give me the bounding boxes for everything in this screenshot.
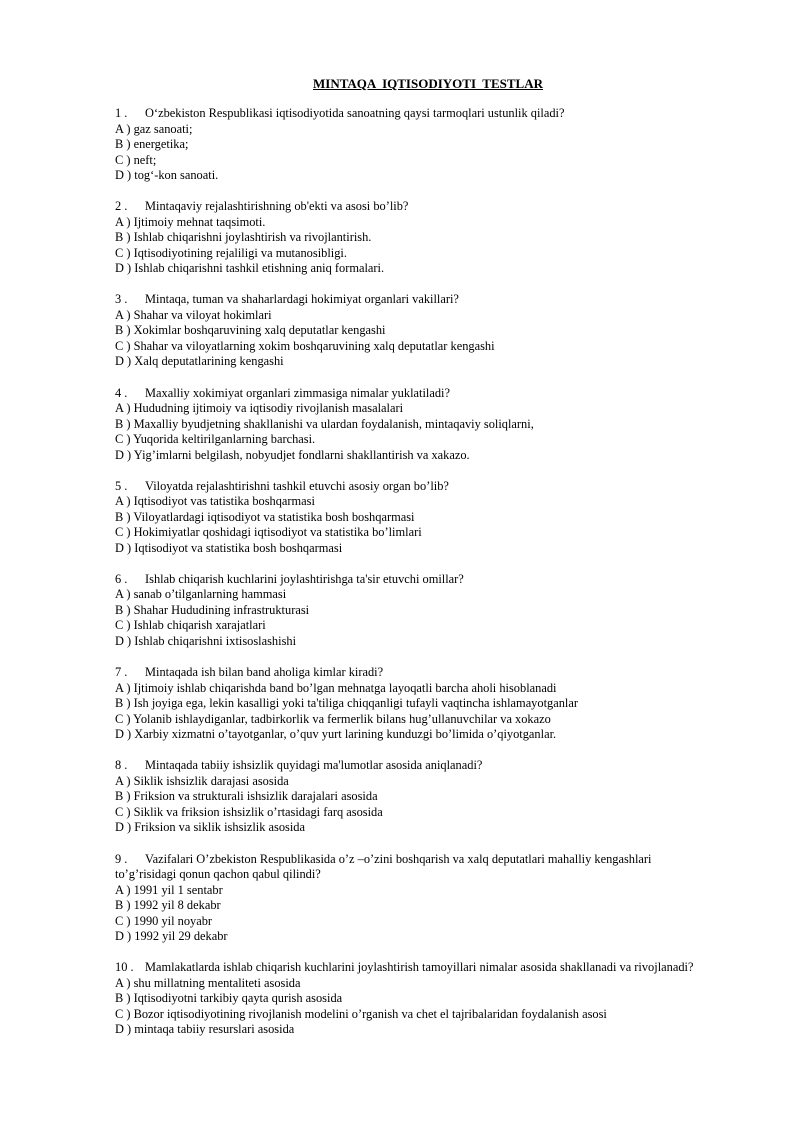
question-prompt: Maxalliy xokimiyat organlari zimmasiga nimalar yuklatiladi? xyxy=(145,385,450,400)
question-6 xyxy=(115,572,715,650)
option-c: C ) Yuqorida keltirilganlarning barchasi. xyxy=(115,432,316,447)
option-c: C ) Iqtisodiyotining rejaliligi va mutanosibligi. xyxy=(115,245,347,260)
document-page xyxy=(115,76,715,1053)
question-text xyxy=(115,479,715,495)
question-text xyxy=(115,665,715,681)
option-c: C ) Siklik va friksion ishsizlik o’rtasidagi farq asosida xyxy=(115,804,383,819)
question-number: 5 . xyxy=(115,478,128,493)
option-d: D ) Xarbiy xizmatni o’tayotganlar, o’quv yurt larining kunduzgi bo’limida o’qiyotganlar. xyxy=(115,727,557,742)
question-4 xyxy=(115,386,715,464)
question-prompt: Viloyatda rejalashtirishni tashkil etuvchi asosiy organ bo’lib? xyxy=(145,478,449,493)
question-number: 9 . xyxy=(115,851,128,866)
question-8 xyxy=(115,758,715,836)
option-c: C ) Ishlab chiqarish xarajatlari xyxy=(115,618,266,633)
option-c: C ) 1990 yil noyabr xyxy=(115,913,213,928)
option-c: C ) Bozor iqtisodiyotining rivojlanish modelini o’rganish va chet el tajribalaridan foydalanish asosi xyxy=(115,1006,607,1021)
question-text xyxy=(115,199,715,215)
question-number: 8 . xyxy=(115,758,128,773)
question-number: 7 . xyxy=(115,665,128,680)
question-prompt: Mamlakatlarda ishlab chiqarish kuchlarini joylashtirish tamoyillari nimalar asosida shakllanadi va rivojlanadi? xyxy=(145,960,694,975)
option-a: A ) Iqtisodiyot vas tatistika boshqarmasi xyxy=(115,494,315,509)
question-prompt: O‘zbekiston Respublikasi iqtisodiyotida sanoatning qaysi tarmoqlari ustunlik qiladi? xyxy=(145,106,565,120)
option-b: B ) Friksion va strukturali ishsizlik darajalari asosida xyxy=(115,789,378,804)
option-a: A ) Ijtimoiy mehnat taqsimoti. xyxy=(115,214,266,229)
question-number: 10 . xyxy=(115,960,134,975)
question-9 xyxy=(115,852,715,945)
question-prompt: Mintaqa, tuman va shaharlardagi hokimiyat organlari vakillari? xyxy=(145,292,459,307)
option-d: D ) Friksion va siklik ishsizlik asosida xyxy=(115,820,305,835)
option-a: A ) Siklik ishsizlik darajasi asosida xyxy=(115,773,289,788)
document-title: MINTAQA IQTISODIYOTI TESTLAR xyxy=(313,76,543,91)
option-a: A ) Ijtimoiy ishlab chiqarishda band bo’lgan mehnatga layoqatli barcha aholi hisoblanadi xyxy=(115,680,557,695)
question-text xyxy=(115,386,715,402)
option-a: A ) shu millatning mentaliteti asosida xyxy=(115,975,301,990)
question-1 xyxy=(115,106,715,184)
question-2 xyxy=(115,199,715,277)
option-b: B ) Shahar Hududining infrastrukturasi xyxy=(115,602,310,617)
option-b: B ) Xokimlar boshqaruvining xalq deputatlar kengashi xyxy=(115,323,386,338)
question-7 xyxy=(115,665,715,743)
question-text xyxy=(115,572,715,588)
question-number: 3 . xyxy=(115,292,128,307)
question-5 xyxy=(115,479,715,557)
option-c: C ) Shahar va viloyatlarning xokim boshqaruvining xalq deputatlar kengashi xyxy=(115,338,495,353)
question-prompt: Mintaqada tabiiy ishsizlik quyidagi ma'lumotlar asosida aniqlanadi? xyxy=(145,758,483,773)
option-b: B ) Ishlab chiqarishni joylashtirish va rivojlantirish. xyxy=(115,230,372,245)
option-d: D ) tog‘-kon sanoati. xyxy=(115,168,219,182)
option-a: A ) Hududning ijtimoiy va iqtisodiy rivojlanish masalalari xyxy=(115,401,404,416)
question-prompt: Mintaqada ish bilan band aholiga kimlar kiradi? xyxy=(145,665,384,680)
option-d: D ) Xalq deputatlarining kengashi xyxy=(115,354,284,369)
option-b: B ) Ish joyiga ega, lekin kasalligi yoki ta'tiliga chiqqanligi tufayli vaqtincha ishlamayotganlar xyxy=(115,696,578,711)
option-b: B ) 1992 yil 8 dekabr xyxy=(115,898,221,912)
question-text xyxy=(115,292,715,308)
option-d: D ) Ishlab chiqarishni tashkil etishning aniq formalari. xyxy=(115,261,385,276)
question-text xyxy=(115,960,715,976)
option-c: C ) neft; xyxy=(115,152,157,167)
question-number: 6 . xyxy=(115,571,128,586)
question-3 xyxy=(115,292,715,370)
option-c: C ) Hokimiyatlar qoshidagi iqtisodiyot va statistika bo’limlari xyxy=(115,525,422,540)
option-d: D ) mintaqa tabiiy resurslari asosida xyxy=(115,1022,295,1037)
question-number: 2 . xyxy=(115,199,128,214)
question-number: 4 . xyxy=(115,385,128,400)
option-d: D ) Ishlab chiqarishni ixtisoslashishi xyxy=(115,633,297,648)
option-b: B ) Iqtisodiyotni tarkibiy qayta qurish asosida xyxy=(115,991,343,1006)
question-number: 1 . xyxy=(115,106,128,120)
question-text xyxy=(115,758,715,774)
question-prompt: Vazifalari O’zbekiston Respublikasida o’z –o’zini boshqarish va xalq deputatlari mahalliy kengashlari to’g’risidagi qonun qachon qabul qilindi? xyxy=(115,851,652,881)
question-10 xyxy=(115,960,715,1038)
option-a: A ) sanab o’tilganlarning hammasi xyxy=(115,587,287,602)
question-prompt: Mintaqaviy rejalashtirishning ob'ekti va asosi bo’lib? xyxy=(145,199,409,214)
option-d: D ) Yig’imlarni belgilash, nobyudjet fondlarni shakllantirish va xakazo. xyxy=(115,447,470,462)
question-prompt: Ishlab chiqarish kuchlarini joylashtirishga ta'sir etuvchi omillar? xyxy=(145,571,464,586)
question-text xyxy=(115,106,715,122)
option-d: D ) Iqtisodiyot va statistika bosh boshqarmasi xyxy=(115,540,343,555)
question-text xyxy=(115,852,715,883)
option-a: A ) 1991 yil 1 sentabr xyxy=(115,882,223,897)
option-b: B ) Viloyatlardagi iqtisodiyot va statistika bosh boshqarmasi xyxy=(115,509,415,524)
option-c: C ) Yolanib ishlaydiganlar, tadbirkorlik va fermerlik bilans hug’ullanuvchilar va xokazo xyxy=(115,711,551,726)
option-d: D ) 1992 yil 29 dekabr xyxy=(115,929,228,943)
option-b: B ) Maxalliy byudjetning shakllanishi va ulardan foydalanish, mintaqaviy soliqlarni, xyxy=(115,416,534,431)
option-a: A ) gaz sanoati; xyxy=(115,121,193,136)
option-a: A ) Shahar va viloyat hokimlari xyxy=(115,307,272,322)
option-b: B ) energetika; xyxy=(115,137,189,151)
